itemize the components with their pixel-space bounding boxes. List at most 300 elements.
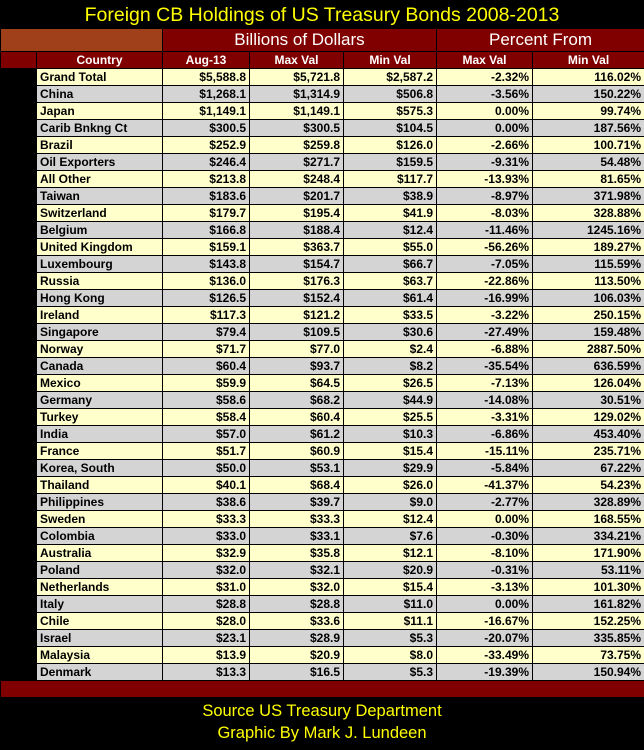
country-cell: Colombia	[37, 528, 163, 545]
pct-from-min-cell: 334.21%	[533, 528, 644, 545]
country-cell: Ireland	[37, 307, 163, 324]
table-row	[1, 528, 644, 545]
min-val-cell: $2.4	[344, 341, 437, 358]
min-val-cell: $9.0	[344, 494, 437, 511]
table-row	[1, 630, 644, 647]
pct-from-max-cell: 0.00%	[437, 596, 533, 613]
source-credit	[0, 700, 644, 750]
row-index: 4	[1, 120, 37, 137]
row-index: 1	[1, 69, 37, 86]
table-row	[1, 222, 644, 239]
pct-from-min-cell: 150.22%	[533, 86, 644, 103]
pct-from-min-cell: 171.90%	[533, 545, 644, 562]
max-val-cell: $32.1	[250, 562, 344, 579]
aug13-cell: $300.5	[163, 120, 250, 137]
pct-from-max-cell: -8.97%	[437, 188, 533, 205]
aug13-cell: $50.0	[163, 460, 250, 477]
holdings-table	[0, 28, 644, 698]
country-cell: Japan	[37, 103, 163, 120]
country-cell: Malaysia	[37, 647, 163, 664]
min-val-cell: $10.3	[344, 426, 437, 443]
aug13-cell: $40.1	[163, 477, 250, 494]
table-row	[1, 171, 644, 188]
pct-from-max-cell: -41.37%	[437, 477, 533, 494]
max-val-cell: $121.2	[250, 307, 344, 324]
aug13-cell: $58.4	[163, 409, 250, 426]
pct-from-max-cell: -3.22%	[437, 307, 533, 324]
aug13-cell: $51.7	[163, 443, 250, 460]
table-row	[1, 596, 644, 613]
max-val-cell: $271.7	[250, 154, 344, 171]
min-val-cell: $15.4	[344, 579, 437, 596]
row-index: 18	[1, 358, 37, 375]
country-cell: Germany	[37, 392, 163, 409]
max-val-cell: $93.7	[250, 358, 344, 375]
min-val-cell: $117.7	[344, 171, 437, 188]
country-cell: Taiwan	[37, 188, 163, 205]
country-cell: Singapore	[37, 324, 163, 341]
row-index: 23	[1, 443, 37, 460]
country-cell: Carib Bnkng Ct	[37, 120, 163, 137]
pct-from-min-cell: 328.88%	[533, 205, 644, 222]
table-row	[1, 545, 644, 562]
row-index: 11	[1, 239, 37, 256]
row-index: 2	[1, 86, 37, 103]
pct-from-min-cell: 73.75%	[533, 647, 644, 664]
max-val-cell: $154.7	[250, 256, 344, 273]
table-row	[1, 392, 644, 409]
table-row	[1, 579, 644, 596]
pct-from-max-cell: 0.00%	[437, 511, 533, 528]
country-cell: Switzerland	[37, 205, 163, 222]
column-header-min-val: Min Val	[344, 52, 437, 69]
max-val-cell: $77.0	[250, 341, 344, 358]
min-val-cell: $5.3	[344, 664, 437, 681]
column-header-pct-max-val: Max Val	[437, 52, 533, 69]
pct-from-min-cell: 189.27%	[533, 239, 644, 256]
aug13-cell: $31.0	[163, 579, 250, 596]
pct-from-max-cell: 0.00%	[437, 120, 533, 137]
table-row	[1, 375, 644, 392]
pct-from-min-cell: 636.59%	[533, 358, 644, 375]
footer-band-cell	[1, 681, 644, 698]
min-val-cell: $61.4	[344, 290, 437, 307]
pct-from-max-cell: -20.07%	[437, 630, 533, 647]
table-row	[1, 477, 644, 494]
aug13-cell: $60.4	[163, 358, 250, 375]
row-index: 27	[1, 511, 37, 528]
country-cell: All Other	[37, 171, 163, 188]
row-index: 9	[1, 205, 37, 222]
pct-from-min-cell: 113.50%	[533, 273, 644, 290]
country-cell: Hong Kong	[37, 290, 163, 307]
column-header-max-val: Max Val	[250, 52, 344, 69]
min-val-cell: $12.4	[344, 222, 437, 239]
page-title: Foreign CB Holdings of US Treasury Bonds 2008-2013	[84, 4, 560, 26]
aug13-cell: $117.3	[163, 307, 250, 324]
pct-from-min-cell: 126.04%	[533, 375, 644, 392]
country-cell: Denmark	[37, 664, 163, 681]
max-val-cell: $33.3	[250, 511, 344, 528]
row-index: 19	[1, 375, 37, 392]
country-cell: United Kingdom	[37, 239, 163, 256]
footer-band	[1, 681, 644, 698]
row-index: 7	[1, 171, 37, 188]
max-val-cell: $1,314.9	[250, 86, 344, 103]
max-val-cell: $61.2	[250, 426, 344, 443]
aug13-cell: $59.9	[163, 375, 250, 392]
pct-from-min-cell: 54.23%	[533, 477, 644, 494]
row-index: 6	[1, 154, 37, 171]
table-row	[1, 307, 644, 324]
table-row	[1, 664, 644, 681]
min-val-cell: $11.1	[344, 613, 437, 630]
aug13-cell: $126.5	[163, 290, 250, 307]
country-cell: India	[37, 426, 163, 443]
min-val-cell: $63.7	[344, 273, 437, 290]
min-val-cell: $20.9	[344, 562, 437, 579]
table-row	[1, 324, 644, 341]
pct-from-min-cell: 115.59%	[533, 256, 644, 273]
table-row	[1, 69, 644, 86]
max-val-cell: $28.9	[250, 630, 344, 647]
aug13-cell: $33.3	[163, 511, 250, 528]
row-index: 13	[1, 273, 37, 290]
min-val-cell: $66.7	[344, 256, 437, 273]
country-cell: Brazil	[37, 137, 163, 154]
row-index: 16	[1, 324, 37, 341]
min-val-cell: $25.5	[344, 409, 437, 426]
header-corner	[1, 29, 163, 52]
pct-from-max-cell: -13.93%	[437, 171, 533, 188]
pct-from-max-cell: -27.49%	[437, 324, 533, 341]
country-cell: Australia	[37, 545, 163, 562]
max-val-cell: $176.3	[250, 273, 344, 290]
pct-from-min-cell: 250.15%	[533, 307, 644, 324]
pct-from-min-cell: 453.40%	[533, 426, 644, 443]
pct-from-max-cell: -3.13%	[437, 579, 533, 596]
country-cell: Israel	[37, 630, 163, 647]
table-row	[1, 426, 644, 443]
max-val-cell: $16.5	[250, 664, 344, 681]
country-cell: Korea, South	[37, 460, 163, 477]
row-index: 21	[1, 409, 37, 426]
table-row	[1, 239, 644, 256]
min-val-cell: $8.2	[344, 358, 437, 375]
column-header-aug13: Aug-13	[163, 52, 250, 69]
row-index: 22	[1, 426, 37, 443]
pct-from-max-cell: -3.56%	[437, 86, 533, 103]
max-val-cell: $20.9	[250, 647, 344, 664]
country-cell: Philippines	[37, 494, 163, 511]
row-index: 30	[1, 562, 37, 579]
source-line: Source US Treasury Department	[202, 702, 442, 720]
min-val-cell: $159.5	[344, 154, 437, 171]
aug13-cell: $28.8	[163, 596, 250, 613]
pct-from-min-cell: 101.30%	[533, 579, 644, 596]
pct-from-max-cell: -7.13%	[437, 375, 533, 392]
pct-from-min-cell: 159.48%	[533, 324, 644, 341]
table-row	[1, 256, 644, 273]
table-row	[1, 120, 644, 137]
table-row	[1, 511, 644, 528]
pct-from-min-cell: 161.82%	[533, 596, 644, 613]
pct-from-max-cell: -33.49%	[437, 647, 533, 664]
min-val-cell: $44.9	[344, 392, 437, 409]
pct-from-max-cell: -56.26%	[437, 239, 533, 256]
row-index: 17	[1, 341, 37, 358]
country-cell: Italy	[37, 596, 163, 613]
pct-from-min-cell: 1245.16%	[533, 222, 644, 239]
pct-from-min-cell: 53.11%	[533, 562, 644, 579]
pct-from-min-cell: 99.74%	[533, 103, 644, 120]
pct-from-min-cell: 2887.50%	[533, 341, 644, 358]
max-val-cell: $60.9	[250, 443, 344, 460]
aug13-cell: $166.8	[163, 222, 250, 239]
row-index: 20	[1, 392, 37, 409]
country-cell: Grand Total	[37, 69, 163, 86]
aug13-cell: $159.1	[163, 239, 250, 256]
min-val-cell: $29.9	[344, 460, 437, 477]
aug13-cell: $13.9	[163, 647, 250, 664]
aug13-cell: $183.6	[163, 188, 250, 205]
country-cell: France	[37, 443, 163, 460]
pct-from-max-cell: -2.66%	[437, 137, 533, 154]
min-val-cell: $12.1	[344, 545, 437, 562]
pct-from-min-cell: 335.85%	[533, 630, 644, 647]
pct-from-min-cell: 116.02%	[533, 69, 644, 86]
min-val-cell: $506.8	[344, 86, 437, 103]
table-row	[1, 188, 644, 205]
country-cell: Thailand	[37, 477, 163, 494]
pct-from-min-cell: 150.94%	[533, 664, 644, 681]
pct-from-min-cell: 168.55%	[533, 511, 644, 528]
table-row	[1, 86, 644, 103]
pct-from-max-cell: 0.00%	[437, 103, 533, 120]
country-cell: Turkey	[37, 409, 163, 426]
country-cell: Luxembourg	[37, 256, 163, 273]
max-val-cell: $68.4	[250, 477, 344, 494]
row-index: 12	[1, 256, 37, 273]
country-cell: Belgium	[37, 222, 163, 239]
country-cell: Oil Exporters	[37, 154, 163, 171]
country-cell: China	[37, 86, 163, 103]
max-val-cell: $109.5	[250, 324, 344, 341]
country-cell: Chile	[37, 613, 163, 630]
max-val-cell: $248.4	[250, 171, 344, 188]
max-val-cell: $32.0	[250, 579, 344, 596]
max-val-cell: $259.8	[250, 137, 344, 154]
pct-from-min-cell: 106.03%	[533, 290, 644, 307]
pct-from-min-cell: 81.65%	[533, 171, 644, 188]
table-row	[1, 494, 644, 511]
min-val-cell: $41.9	[344, 205, 437, 222]
max-val-cell: $60.4	[250, 409, 344, 426]
min-val-cell: $2,587.2	[344, 69, 437, 86]
row-index: 29	[1, 545, 37, 562]
min-val-cell: $7.6	[344, 528, 437, 545]
aug13-cell: $179.7	[163, 205, 250, 222]
pct-from-max-cell: -19.39%	[437, 664, 533, 681]
country-cell: Sweden	[37, 511, 163, 528]
max-val-cell: $33.6	[250, 613, 344, 630]
pct-from-max-cell: -0.30%	[437, 528, 533, 545]
pct-from-max-cell: -35.54%	[437, 358, 533, 375]
min-val-cell: $12.4	[344, 511, 437, 528]
pct-from-max-cell: -3.31%	[437, 409, 533, 426]
column-header-index	[1, 52, 37, 69]
aug13-cell: $213.8	[163, 171, 250, 188]
min-val-cell: $55.0	[344, 239, 437, 256]
aug13-cell: $33.0	[163, 528, 250, 545]
table-row	[1, 613, 644, 630]
group-header-row	[1, 29, 644, 52]
row-index: 31	[1, 579, 37, 596]
row-index: 33	[1, 613, 37, 630]
min-val-cell: $26.5	[344, 375, 437, 392]
pct-from-min-cell: 67.22%	[533, 460, 644, 477]
row-index: 3	[1, 103, 37, 120]
table-row	[1, 460, 644, 477]
row-index: 32	[1, 596, 37, 613]
row-index: 26	[1, 494, 37, 511]
row-index: 15	[1, 307, 37, 324]
group-header-billions: Billions of Dollars	[163, 29, 437, 52]
aug13-cell: $13.3	[163, 664, 250, 681]
max-val-cell: $39.7	[250, 494, 344, 511]
pct-from-max-cell: -2.77%	[437, 494, 533, 511]
min-val-cell: $5.3	[344, 630, 437, 647]
credit-line: Graphic By Mark J. Lundeen	[217, 724, 427, 742]
table-row	[1, 341, 644, 358]
pct-from-max-cell: -8.10%	[437, 545, 533, 562]
table-row	[1, 409, 644, 426]
aug13-cell: $143.8	[163, 256, 250, 273]
aug13-cell: $23.1	[163, 630, 250, 647]
column-header-row	[1, 52, 644, 69]
table-row	[1, 273, 644, 290]
min-val-cell: $30.6	[344, 324, 437, 341]
country-cell: Mexico	[37, 375, 163, 392]
pct-from-min-cell: 328.89%	[533, 494, 644, 511]
row-index: 36	[1, 664, 37, 681]
min-val-cell: $8.0	[344, 647, 437, 664]
pct-from-max-cell: -0.31%	[437, 562, 533, 579]
country-cell: Norway	[37, 341, 163, 358]
pct-from-min-cell: 54.48%	[533, 154, 644, 171]
table-row	[1, 137, 644, 154]
max-val-cell: $33.1	[250, 528, 344, 545]
row-index: 34	[1, 630, 37, 647]
pct-from-min-cell: 152.25%	[533, 613, 644, 630]
pct-from-max-cell: -14.08%	[437, 392, 533, 409]
aug13-cell: $79.4	[163, 324, 250, 341]
pct-from-max-cell: -16.67%	[437, 613, 533, 630]
aug13-cell: $1,268.1	[163, 86, 250, 103]
aug13-cell: $1,149.1	[163, 103, 250, 120]
max-val-cell: $5,721.8	[250, 69, 344, 86]
max-val-cell: $300.5	[250, 120, 344, 137]
column-header-country: Country	[37, 52, 163, 69]
table-row	[1, 358, 644, 375]
country-cell: Russia	[37, 273, 163, 290]
min-val-cell: $26.0	[344, 477, 437, 494]
row-index: 5	[1, 137, 37, 154]
pct-from-max-cell: -22.86%	[437, 273, 533, 290]
country-cell: Poland	[37, 562, 163, 579]
pct-from-min-cell: 129.02%	[533, 409, 644, 426]
row-index: 25	[1, 477, 37, 494]
table-row	[1, 443, 644, 460]
aug13-cell: $246.4	[163, 154, 250, 171]
aug13-cell: $38.6	[163, 494, 250, 511]
aug13-cell: $57.0	[163, 426, 250, 443]
row-index: 28	[1, 528, 37, 545]
row-index: 14	[1, 290, 37, 307]
max-val-cell: $195.4	[250, 205, 344, 222]
row-index: 24	[1, 460, 37, 477]
pct-from-max-cell: -7.05%	[437, 256, 533, 273]
pct-from-max-cell: -6.88%	[437, 341, 533, 358]
country-cell: Canada	[37, 358, 163, 375]
row-index: 35	[1, 647, 37, 664]
max-val-cell: $28.8	[250, 596, 344, 613]
min-val-cell: $15.4	[344, 443, 437, 460]
table-row	[1, 154, 644, 171]
aug13-cell: $32.9	[163, 545, 250, 562]
min-val-cell: $126.0	[344, 137, 437, 154]
max-val-cell: $201.7	[250, 188, 344, 205]
row-index: 10	[1, 222, 37, 239]
pct-from-max-cell: -6.86%	[437, 426, 533, 443]
max-val-cell: $363.7	[250, 239, 344, 256]
group-header-percent: Percent From	[437, 29, 644, 52]
max-val-cell: $53.1	[250, 460, 344, 477]
country-cell: Netherlands	[37, 579, 163, 596]
table-row	[1, 290, 644, 307]
min-val-cell: $575.3	[344, 103, 437, 120]
max-val-cell: $64.5	[250, 375, 344, 392]
max-val-cell: $188.4	[250, 222, 344, 239]
table-row	[1, 562, 644, 579]
aug13-cell: $71.7	[163, 341, 250, 358]
pct-from-min-cell: 235.71%	[533, 443, 644, 460]
pct-from-min-cell: 371.98%	[533, 188, 644, 205]
aug13-cell: $28.0	[163, 613, 250, 630]
min-val-cell: $38.9	[344, 188, 437, 205]
pct-from-max-cell: -11.46%	[437, 222, 533, 239]
table-row	[1, 205, 644, 222]
aug13-cell: $58.6	[163, 392, 250, 409]
aug13-cell: $32.0	[163, 562, 250, 579]
pct-from-min-cell: 100.71%	[533, 137, 644, 154]
pct-from-max-cell: -2.32%	[437, 69, 533, 86]
max-val-cell: $152.4	[250, 290, 344, 307]
pct-from-min-cell: 187.56%	[533, 120, 644, 137]
pct-from-min-cell: 30.51%	[533, 392, 644, 409]
max-val-cell: $1,149.1	[250, 103, 344, 120]
aug13-cell: $252.9	[163, 137, 250, 154]
row-index: 8	[1, 188, 37, 205]
max-val-cell: $68.2	[250, 392, 344, 409]
pct-from-max-cell: -15.11%	[437, 443, 533, 460]
min-val-cell: $33.5	[344, 307, 437, 324]
aug13-cell: $5,588.8	[163, 69, 250, 86]
pct-from-max-cell: -8.03%	[437, 205, 533, 222]
pct-from-max-cell: -16.99%	[437, 290, 533, 307]
pct-from-max-cell: -9.31%	[437, 154, 533, 171]
column-header-pct-min-val: Min Val	[533, 52, 644, 69]
